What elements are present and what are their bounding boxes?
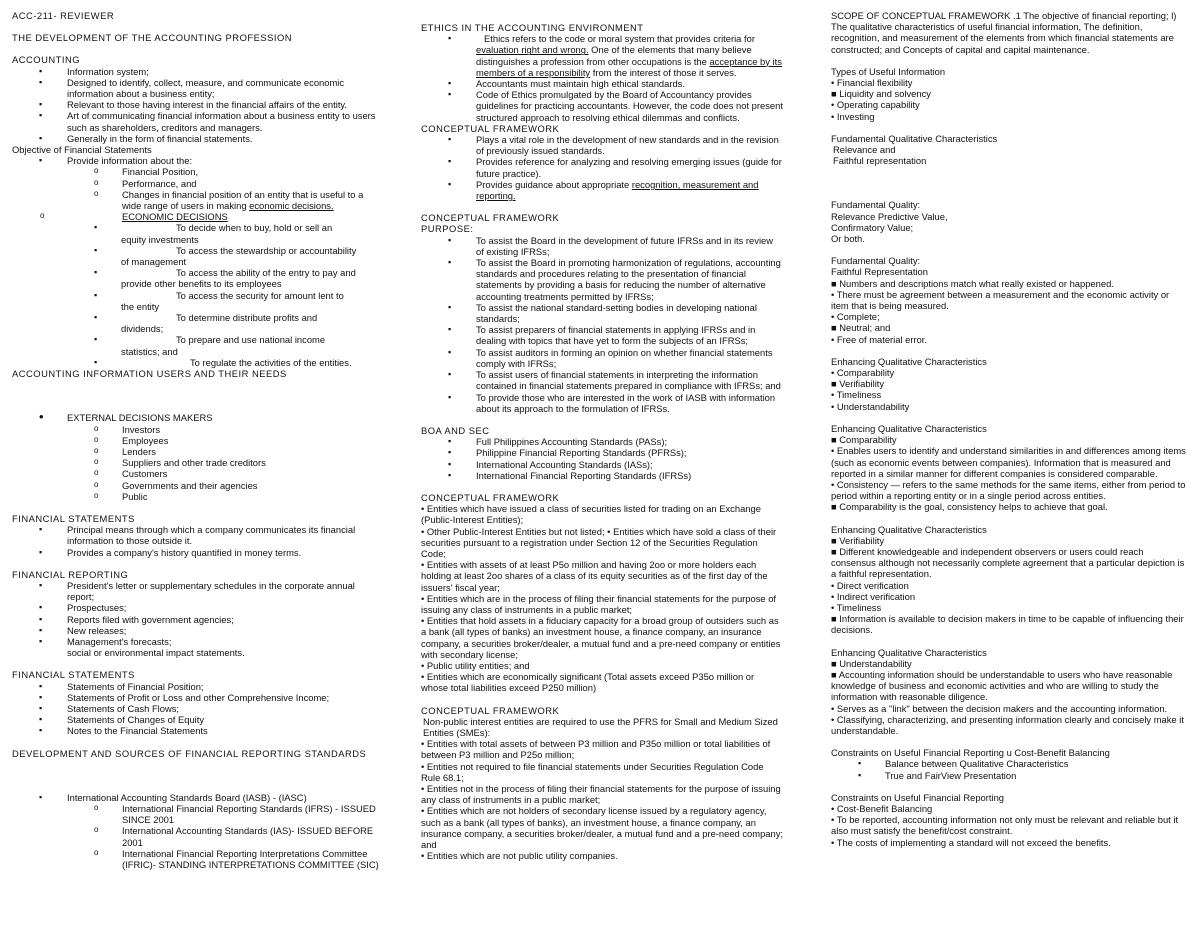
list-item: ▪ International Accounting Standards Board (IASB) - (IASC) <box>12 792 384 803</box>
list-item: ▪ Management's forecasts; <box>12 636 384 647</box>
list-item: ■ Comparability <box>831 434 897 446</box>
list-item: Relevance Predictive Value, <box>831 210 948 222</box>
economic-decisions-list <box>12 222 384 368</box>
item-first-line: To access the ability of the entry to pay and <box>176 267 356 279</box>
list-item <box>421 179 783 201</box>
list-item: o Financial Position, <box>12 166 384 177</box>
boa-sec-heading: BOA AND SEC <box>421 424 490 436</box>
list-item: ▪ New releases; <box>12 625 384 636</box>
sme-criterion: • Entities which are not public utility companies. <box>421 850 618 862</box>
list-item: ▪ To assist the Board in the development of future IFRSs and in its review of existing IFRSs; <box>421 235 783 257</box>
financial-reporting-list <box>12 580 384 658</box>
entity-criterion: • Entities which are economically significant (Total assets exceed P35o million or whose total liabilities exceed P250 million) <box>421 671 755 694</box>
list-item: • Classifying, characterizing, and presenting information clearly and concisely make it understandable. <box>831 713 1184 736</box>
development-sources-heading: DEVELOPMENT AND SOURCES OF FINANCIAL REPORTING STANDARDS <box>12 747 367 759</box>
entity-criterion: • Other Public-Interest Entities but not listed; • Entities which have sold a class of their securities pursuant to a registration under Section 12 of the Securities Regulation Code; <box>421 525 777 559</box>
list-item: • Timeliness <box>831 601 882 613</box>
list-item: ▪ To assist the Board in promoting harmonization of regulations, accounting standards and procedures relating to the presentation of financial statements by providing a basis for reducing the number of alternative accounting treatments permitted by IFRSs; <box>421 257 783 302</box>
fundamental-quality-heading: Fundamental Quality: <box>831 255 921 267</box>
list-item: o International Accounting Standards (IAS)- ISSUED BEFORE 2001 <box>12 825 384 847</box>
column-2 <box>421 22 783 861</box>
list-item: ▪ Designed to identify, collect, measure, and communicate economic information about a business entity; <box>12 77 384 99</box>
public-interest-entities <box>421 503 783 693</box>
list-item: • To be reported, accounting information not only must be relevant and reliable but it also must satisfy the benefit/cost constraint. <box>831 814 1179 837</box>
standards-bodies-list <box>12 792 384 870</box>
list-item <box>12 211 384 222</box>
list-item: ■ Verifiability <box>831 534 885 546</box>
item-continuation: dividends; <box>121 323 164 335</box>
enhancing-characteristics-heading: Enhancing Qualitative Characteristics <box>831 422 987 434</box>
list-item: ▪ To provide those who are interested in the work of IASB with information about its approach to the formulation of IFRSs. <box>421 392 783 414</box>
list-item: • The costs of implementing a standard will not exceed the benefits. <box>831 836 1111 848</box>
ethics-list <box>421 33 783 123</box>
list-item: ▪ Provides reference for analyzing and resolving emerging issues (guide for future practice). <box>421 156 783 178</box>
text: Provides guidance about appropriate <box>476 178 632 190</box>
purpose-list <box>421 235 783 414</box>
list-item: ▪ Statements of Cash Flows; <box>12 703 384 714</box>
text: Ethics refers to the code or moral system that provides criteria for <box>484 33 755 45</box>
list-item: ▪ Statements of Changes of Equity <box>12 714 384 725</box>
item-continuation: provide other benefits to its employees <box>121 278 282 290</box>
list-item: ▪ Art of communicating financial information about a business entity to users such as shareholders, creditors and managers. <box>12 110 384 132</box>
types-heading: Types of Useful Information <box>831 65 946 77</box>
list-item: ▪ Prospectuses; <box>12 602 384 613</box>
list-item: ▪ Code of Ethics promulgated by the Board of Accountancy provides guidelines for practicing accountants. However, the code does not present structured approach to resolving ethical dilemmas and conflicts. <box>421 89 783 123</box>
list-item: ▪ To assist users of financial statements in interpreting the information contained in financial statements prepared in compliance with IFRSs; and <box>421 369 783 391</box>
list-item: ▪ Statements of Profit or Loss and other Comprehensive Income; <box>12 692 384 703</box>
list-item: ■ Neutral; and <box>831 322 891 334</box>
entity-criterion: • Entities that hold assets in a fiduciary capacity for a broad group of outsiders such as a bank (all types of banks) an investment house, a finance company, an insurance company, a securities broker/dealer, a mutual fund and a pre-need company or entities with secondary license; <box>421 615 781 660</box>
financial-statements-types-heading: FINANCIAL STATEMENTS <box>12 669 135 681</box>
sme-criterion: • Entities which are not holders of secondary license issued by a regulatory agency, such as a bank (all types of banks), an investment house, a finance company, an insurance company, a securities broker/dealer, a mutual fund and a pre-need company; and <box>421 805 784 851</box>
list-item: o Suppliers and other trade creditors <box>12 457 384 468</box>
list-item: o Governments and their agencies <box>12 480 384 491</box>
list-item <box>12 245 384 267</box>
financial-statements-heading: FINANCIAL STATEMENTS <box>12 512 135 524</box>
list-item: • Free of material error. <box>831 333 928 345</box>
list-item <box>421 33 783 78</box>
financial-reporting-heading: FINANCIAL REPORTING <box>12 568 129 580</box>
list-item: Confirmatory Value; <box>831 221 914 233</box>
list-item: ▪ Statements of Financial Position; <box>12 681 384 692</box>
list-item: • Serves as a "link" between the decision makers and the accounting information. <box>831 702 1168 714</box>
list-item: ▪ Accountants must maintain high ethical standards. <box>421 78 783 89</box>
list-item: • Understandability <box>831 400 910 412</box>
list-item: • Comparability <box>831 367 895 379</box>
users-heading: ACCOUNTING INFORMATION USERS AND THEIR NEEDS <box>12 368 287 380</box>
list-item: ▪ Full Philippines Accounting Standards (PASs); <box>421 436 783 447</box>
list-item: ▪ President's letter or supplementary schedules in the corporate annual report; <box>12 580 384 602</box>
scope-paragraph: SCOPE OF CONCEPTUAL FRAMEWORK .1 The objective of financial reporting; l) The qualitative characteristics of useful financial information, The definition, recognition, and measurement of the elements from which financial statements are constructed; and Concepts of capital and capital maintenance. <box>831 10 1177 55</box>
underlined-text: evaluation right and wrong. <box>476 44 589 56</box>
fundamental-quality-heading: Fundamental Quality: <box>831 199 921 211</box>
list-item: o Employees <box>12 435 384 446</box>
list-item: • Investing <box>831 110 875 122</box>
accounting-heading: ACCOUNTING <box>12 54 81 66</box>
objective-heading: Objective of Financial Statements <box>12 144 152 156</box>
list-item: • Operating capability <box>831 99 920 111</box>
item-continuation: of management <box>121 256 187 268</box>
list-item: o Investors <box>12 424 384 435</box>
list-item <box>12 290 384 312</box>
text: One of the elements that many believe distinguishes a profession from other occupations is the <box>476 44 752 67</box>
list-item: o International Financial Reporting Interpretations Committee (IFRIC)- STANDING INTERPRETATIONS COMMITTEE (SIC) <box>12 848 384 870</box>
list-item: • Consistency — refers to the same methods for the same items, either from period to period within a reporting entity or in a single period across entities. <box>831 478 1186 502</box>
list-item: ■ Understandability <box>831 657 912 669</box>
list-item <box>12 222 384 244</box>
list-item: o Public <box>12 491 384 502</box>
list-item <box>12 357 384 368</box>
underlined-text: recognition, measurement and reporting. <box>476 178 759 202</box>
constraints-heading: Constraints on Useful Financial Reporting <box>831 791 1005 803</box>
enhancing-characteristics-heading: Enhancing Qualitative Characteristics <box>831 646 987 658</box>
enhancing-characteristics-heading: Enhancing Qualitative Characteristics <box>831 355 987 367</box>
item-first-line: To determine distribute profits and <box>176 312 318 324</box>
list-item: ■ Comparability is the goal, consistency helps to achieve that goal. <box>831 501 1108 513</box>
economic-decisions-heading: ECONOMIC DECISIONS <box>122 211 228 223</box>
list-item <box>12 334 384 356</box>
conceptual-framework-heading: CONCEPTUAL FRAMEWORK <box>421 122 560 134</box>
list-item-text: Changes in financial position of an entity that is useful to a wide range of users in making <box>122 188 364 212</box>
item-continuation: the entity <box>121 300 160 312</box>
list-item: ▪ Notes to the Financial Statements <box>12 725 384 736</box>
list-item: • Direct verification <box>831 579 909 591</box>
smes-intro: Non-public interest entities are required to use the PFRS for Small and Medium Sized Entities (SMEs): <box>423 715 778 738</box>
item-continuation: statistics; and <box>121 345 178 357</box>
list-item: ▪ Provides a company's history quantified in money terms. <box>12 547 384 558</box>
list-item: • Complete; <box>831 311 880 323</box>
list-item: Faithful Representation <box>831 266 928 278</box>
list-item: • There must be agreement between a measurement and the economic activity or item that is being measured. <box>831 288 1170 312</box>
list-item: ▪ To assist auditors in forming an opinion on whether financial statements comply with IFRSs; <box>421 347 783 369</box>
list-item: Faithful representation <box>833 155 927 167</box>
list-item: ▪ Plays a vital role in the development of new standards and in the revision of previously issued standards. <box>421 134 783 156</box>
text: from the interest of those it serves. <box>590 66 737 78</box>
sme-criterion: • Entities not in the process of filing their financial statements for the purpose of issuing any class of instruments in a public market; <box>421 783 781 806</box>
list-item: ▪ Reports filed with government agencies; <box>12 614 384 625</box>
list-item: ■ Accounting information should be understandable to users who have reasonable knowledge of business and economic activities and who are willing to study the information with reasonable diligence. <box>831 668 1173 703</box>
external-users-list <box>12 412 384 502</box>
list-item: ■ Different knowledgeable and independent observers or users could reach consensus although not necessarily complete agreement that a particular depiction is a faithful representation. <box>831 545 1185 580</box>
list-item: ▪ Generally in the form of financial statements. <box>12 133 384 144</box>
list-item: ▪ To assist the national standard-setting bodies in developing national standards; <box>421 302 783 324</box>
conceptual-framework-list <box>421 134 783 201</box>
item-first-line: To prepare and use national income <box>176 334 326 346</box>
list-item: Or both. <box>831 233 865 245</box>
underlined-text: acceptance by its members of a responsibility <box>476 55 782 78</box>
list-item-continuation: social or environmental impact statements. <box>67 647 245 659</box>
list-item: Relevance and <box>833 144 896 156</box>
conceptual-framework-entities-heading: CONCEPTUAL FRAMEWORK <box>421 491 560 503</box>
list-item: • Financial flexibility <box>831 77 913 89</box>
enhancing-characteristics-heading: Enhancing Qualitative Characteristics <box>831 523 987 535</box>
list-item <box>12 312 384 334</box>
financial-statements-list <box>12 524 384 558</box>
list-item: • Enables users to identify and understand similarities in and differences among items (such as economic events between companies). Information that is measured and reported in a similar manner for different companies is considered comparable. <box>831 445 1186 479</box>
purpose-label: PURPOSE: <box>421 223 474 235</box>
list-item: ▪ Relevant to those having interest in the financial affairs of the entity. <box>12 99 384 110</box>
conceptual-framework-smes-heading: CONCEPTUAL FRAMEWORK <box>421 704 560 716</box>
list-item: ■ Numbers and descriptions match what really existed or happened. <box>831 277 1114 289</box>
item-first-line: To access the security for amount lent to <box>176 289 344 301</box>
ethics-heading: ETHICS IN THE ACCOUNTING ENVIRONMENT <box>421 22 644 33</box>
list-item: ▪ True and FairView Presentation <box>831 770 1189 781</box>
list-item: ▪ Provide information about the: <box>12 155 384 166</box>
item-first-line: To access the stewardship or accountability <box>176 244 357 256</box>
list-item: o Lenders <box>12 446 384 457</box>
list-item <box>12 189 384 211</box>
list-item: o Customers <box>12 468 384 479</box>
list-item: ■ Liquidity and solvency <box>831 88 931 100</box>
document-title: ACC-211- REVIEWER <box>12 10 115 21</box>
sme-criterion: • Entities with total assets of between P3 million and P35o million or total liabilities of between P3 million and P25o million; <box>421 738 771 761</box>
list-item: ▪ International Financial Reporting Standards (IFRSs) <box>421 470 783 481</box>
entity-criterion: • Entities which have issued a class of securities listed for trading on an Exchange (Public-Interest Entities); <box>421 503 761 526</box>
development-heading: THE DEVELOPMENT OF THE ACCOUNTING PROFESSION <box>12 32 293 44</box>
list-item: • Timeliness <box>831 389 882 401</box>
list-item: ■ Information is available to decision makers in time to be capable of influencing their decisions. <box>831 613 1184 636</box>
accounting-list <box>12 66 384 144</box>
financial-statements-types-list <box>12 681 384 737</box>
entity-criterion: • Entities which are in the process of filing their financial statements for the purpose of issuing any class of instruments in a public market; <box>421 592 777 615</box>
column-1 <box>12 10 384 870</box>
list-item: ▪ International Accounting Standards (IASs); <box>421 459 783 470</box>
column-3 <box>831 10 1189 848</box>
item-first-line: To regulate the activities of the entities. <box>190 356 352 368</box>
economic-decisions-link-text: economic decisions. <box>249 200 334 212</box>
list-item: ▪ Information system; <box>12 66 384 77</box>
conceptual-framework-purpose-heading: CONCEPTUAL FRAMEWORK <box>421 212 560 224</box>
list-item: ▪ Balance between Qualitative Characteristics <box>831 758 1189 769</box>
list-item: • EXTERNAL DECISIONS MAKERS <box>12 412 384 423</box>
list-item: ▪ Philippine Financial Reporting Standards (PFRSs); <box>421 447 783 458</box>
list-item: • Indirect verification <box>831 590 916 602</box>
item-first-line: To decide when to buy, hold or sell an <box>176 222 333 234</box>
list-item: ▪ Principal means through which a company communicates its financial information to those outside it. <box>12 524 384 546</box>
list-item: ■ Verifiability <box>831 378 885 390</box>
list-item <box>12 267 384 289</box>
sme-criterion: • Entities not required to file financial statements under Securities Regulation Code Rule 68.1; <box>421 760 764 783</box>
entity-criterion: • Entities with assets of at least P5o million and having 2oo or more holders each holding at least 2oo shares of a class of its equity securities as of the first day of the issuers' fiscal year; <box>421 559 768 593</box>
list-item: o Performance, and <box>12 178 384 189</box>
constraints-heading: Constraints on Useful Financial Reporting u Cost-Benefit Balancing <box>831 747 1110 759</box>
list-item: • Cost-Benefit Balancing <box>831 802 933 814</box>
fundamental-characteristics-heading: Fundamental Qualitative Characteristics <box>831 132 998 144</box>
item-continuation: equity investments <box>121 233 199 245</box>
list-item: ▪ To assist preparers of financial statements in applying IFRSs and in dealing with topics that have yet to form the subjects of an IFRSs; <box>421 324 783 346</box>
list-item: o International Financial Reporting Standards (IFRS) - ISSUED SINCE 2001 <box>12 803 384 825</box>
boa-sec-list <box>421 436 783 481</box>
constraints-list <box>831 758 1189 780</box>
objective-list <box>12 155 384 222</box>
smes-criteria <box>421 738 783 861</box>
entity-criterion: • Public utility entities; and <box>421 659 530 671</box>
